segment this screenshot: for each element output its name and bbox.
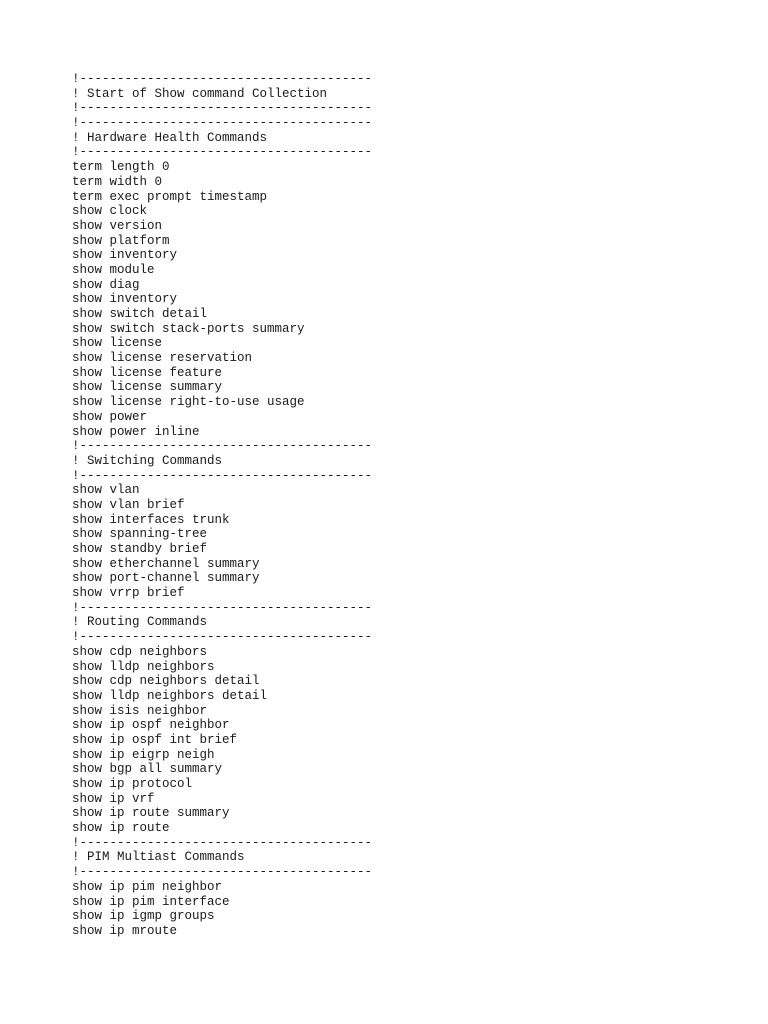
command-line: show ip eigrp neigh [72, 747, 215, 762]
section-heading: ! Switching Commands [72, 453, 223, 468]
command-line: show bgp all summary [72, 762, 223, 777]
command-line: show vrrp brief [72, 586, 185, 601]
command-line: show standby brief [72, 542, 208, 556]
command-line: term exec prompt timestamp [72, 189, 268, 204]
separator-line: !--------------------------------------- [72, 468, 373, 483]
separator-line: !--------------------------------------- [72, 835, 373, 850]
command-line: show spanning-tree [72, 527, 208, 542]
command-line: show lldp neighbors [72, 659, 215, 674]
command-line: show ip mroute [72, 923, 178, 938]
command-line: show cdp neighbors [72, 644, 208, 659]
separator-line: !--------------------------------------- [72, 101, 373, 116]
separator-line: !--------------------------------------- [72, 630, 373, 645]
command-line: show lldp neighbors detail [72, 688, 268, 703]
command-line: show ip route summary [72, 806, 230, 821]
command-line: show switch detail [72, 307, 208, 321]
command-line: show vlan [72, 483, 140, 498]
document-page [72, 72, 732, 939]
separator-line: !--------------------------------------- [72, 72, 373, 86]
command-line: show module [72, 262, 155, 277]
command-line: show ip igmp groups [72, 909, 215, 924]
command-line: show ip pim interface [72, 894, 230, 909]
separator-line: !--------------------------------------- [72, 116, 373, 131]
command-line: show inventory [72, 248, 178, 263]
command-line: show ip pim neighbor [72, 879, 223, 894]
separator-line: !--------------------------------------- [72, 865, 373, 880]
command-line: show license right-to-use usage [72, 395, 305, 410]
command-line: show isis neighbor [72, 703, 208, 718]
command-line: show ip ospf neighbor [72, 718, 230, 733]
command-line: show vlan brief [72, 497, 185, 512]
separator-line: !--------------------------------------- [72, 600, 373, 615]
command-line: show etherchannel summary [72, 556, 260, 571]
command-line: show inventory [72, 292, 178, 307]
command-line: show license feature [72, 365, 223, 380]
command-line: show switch stack-ports summary [72, 321, 305, 336]
section-heading: ! PIM Multiast Commands [72, 850, 245, 865]
command-line: term width 0 [72, 174, 163, 189]
command-line: show license summary [72, 380, 223, 395]
separator-line: !--------------------------------------- [72, 145, 373, 160]
command-line: show ip ospf int brief [72, 732, 238, 747]
separator-line: !--------------------------------------- [72, 439, 373, 454]
command-line: show license reservation [72, 351, 253, 366]
command-line: show diag [72, 277, 140, 292]
command-line: show clock [72, 204, 148, 219]
section-heading: ! Routing Commands [72, 615, 208, 630]
command-line: term length 0 [72, 160, 170, 175]
command-line: show power [72, 409, 148, 424]
command-line: show version [72, 218, 163, 233]
command-line: show ip route [72, 821, 170, 836]
command-line: show ip vrf [72, 791, 155, 806]
command-line: show cdp neighbors detail [72, 674, 260, 689]
command-line: show power inline [72, 424, 200, 439]
command-line: show platform [72, 233, 170, 248]
command-line: show ip protocol [72, 777, 193, 791]
section-heading: ! Hardware Health Commands [72, 130, 268, 145]
command-line: show interfaces trunk [72, 512, 230, 527]
command-line: show license [72, 336, 163, 351]
section-heading: ! Start of Show command Collection [72, 86, 328, 101]
command-line: show port-channel summary [72, 571, 260, 586]
